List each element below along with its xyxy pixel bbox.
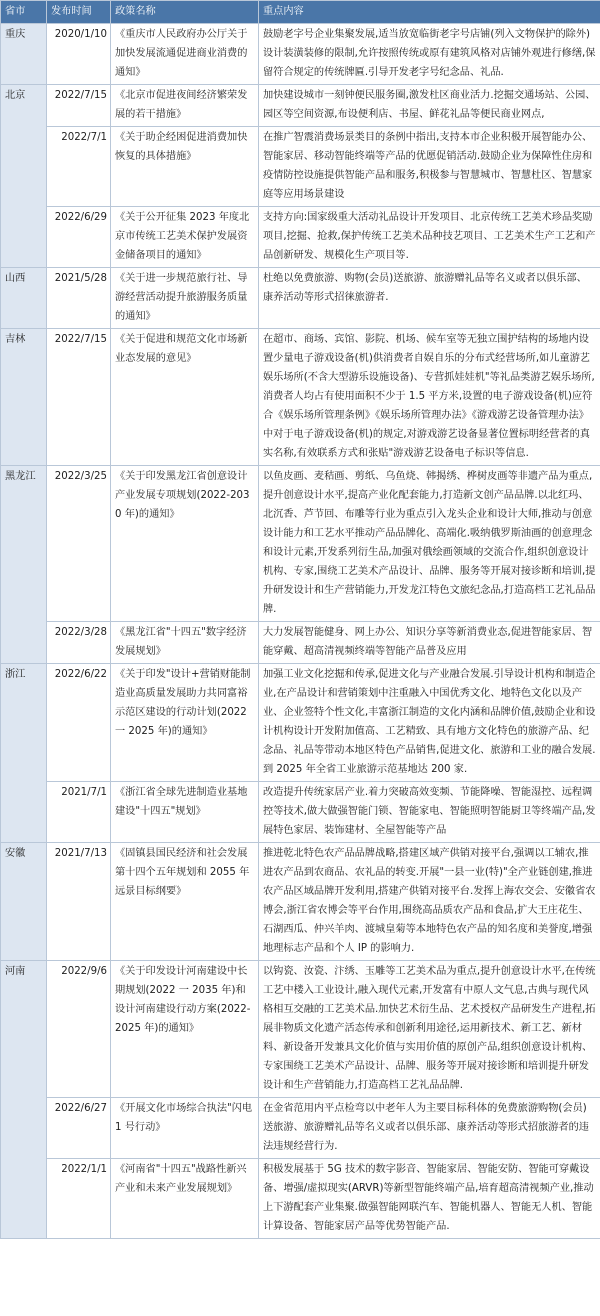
table-row bbox=[1, 85, 600, 127]
header-date: 发布时间 bbox=[47, 1, 111, 24]
table-row bbox=[1, 127, 600, 207]
content-cell: 以钩瓷、汝瓷、汴绣、玉雕等工艺美术品为重点,提升创意设计水平,在传统工艺中楼入工业设计,融入现代元素,开发富有中原人文气息,古典与现代风格相互交融的工艺美术品.加快艺术衍生品、艺术授权产品研发生产进程,拓展非物质文化遗产活态传承和创新利用途径,运用新技术、新工艺、新材料、新设备开发兼具文化价值与实用价值的原创产品,组织创意设计机构、专家围绕工艺美术产品设计、品牌、服务等开展对接诊断和培训提升研发设计和生产营销能力,打造高档工艺礼品品牌. bbox=[259, 961, 600, 1098]
date-cell: 2022/3/25 bbox=[47, 466, 111, 622]
date-cell: 2022/6/29 bbox=[47, 207, 111, 268]
content-cell: 改造提升传统家居产业.着力突破高效变频、节能降噪、智能湿控、远程调控等技术,做大做强智能门锁、智能家电、智能照明智能厨卫等终端产品,发展特色家居、装饰建材、全屋智能等产品 bbox=[259, 782, 600, 843]
content-cell: 加快建设城市一刻钟便民服务圈,激发杜区商业活力.挖掘交通场站、公园、园区等空间资源,布设便利店、书屋、鲜花礼品等便民商业网点, bbox=[259, 85, 600, 127]
date-cell: 2022/7/15 bbox=[47, 85, 111, 127]
table-header-row bbox=[1, 1, 600, 24]
province-cell: 河南 bbox=[1, 961, 47, 1239]
date-cell: 2022/1/1 bbox=[47, 1159, 111, 1239]
header-policy: 政策名称 bbox=[111, 1, 259, 24]
content-cell: 鼓励老字号企业集聚发展,适当放宽临街老字号店铺(列入文物保护的除外)设计装潢装修的限制,允许按照传统或原有建筑风格对店铺外观进行修缮,保留符合规定的传统牌匾.引导开发老字号纪念品、礼品. bbox=[259, 24, 600, 85]
province-cell: 安徽 bbox=[1, 843, 47, 961]
policy-cell: 《关于促进和规范文化市场新业态发展的意见》 bbox=[111, 329, 259, 466]
date-cell: 2022/6/22 bbox=[47, 664, 111, 782]
table-row bbox=[1, 782, 600, 843]
policy-cell: 《开展文化市场综合执法"闪电 1 号行动》 bbox=[111, 1098, 259, 1159]
header-province: 省市 bbox=[1, 1, 47, 24]
table-row bbox=[1, 1098, 600, 1159]
date-cell: 2021/5/28 bbox=[47, 268, 111, 329]
table-row bbox=[1, 961, 600, 1098]
table-row bbox=[1, 664, 600, 782]
policy-cell: 《关于公开征集 2023 年度北京市传统工艺美术保护发展资金储备项目的通知》 bbox=[111, 207, 259, 268]
content-cell: 推进乾北特色农产品品牌战略,搭建区域产供销对接平台,强调以工辅农,推进农产品到农商品、农礼品的转变.开展"一县一业(特)"全产业链创建,推进农产品区域品牌开发利用,搭建产供销对接平台.发挥上海农交会、安徽省农博会,浙江省农博会等平台作用,围绕高品质农产品和食品,扩大王庄花生、石湖西瓜、仲兴羊肉、渡城皇菊等本地特色农产品的知名度和美誉度,增强地理标志产品和个人 IP 的影响力. bbox=[259, 843, 600, 961]
province-cell: 黑龙江 bbox=[1, 466, 47, 664]
date-cell: 2020/1/10 bbox=[47, 24, 111, 85]
date-cell: 2022/7/15 bbox=[47, 329, 111, 466]
content-cell: 杜绝以免费旅游、购物(会员)送旅游、旅游赠礼品等名义或者以俱乐部、康养活动等形式招徕旅游者. bbox=[259, 268, 600, 329]
policy-cell: 《固镇县国民经济和社会发展第十四个五年规划和 2055 年远景目标纲要》 bbox=[111, 843, 259, 961]
content-cell: 大力发展智能健身、网上办公、知识分享等新消费业态,促进智能家居、智能穿戴、超高清视频终端等智能产品普及应用 bbox=[259, 622, 600, 664]
date-cell: 2022/9/6 bbox=[47, 961, 111, 1098]
policy-cell: 《黑龙江省"十四五"数字经济发展规划》 bbox=[111, 622, 259, 664]
province-cell: 山西 bbox=[1, 268, 47, 329]
province-cell: 浙江 bbox=[1, 664, 47, 843]
table-row bbox=[1, 207, 600, 268]
policy-cell: 《关于印发黑龙江省创意设计产业发展专项规划(2022-2030 年)的通知》 bbox=[111, 466, 259, 622]
content-cell: 积极发展基于 5G 技术的数字影音、智能家居、智能安防、智能可穿戴设备、增强/虚拟现实(ARVR)等新型智能终端产品,培育超高清视频产业,推动上下游配套产业集聚.做强智能网联汽车、智能机器人、智能无人机、智能计算设备、智能家居产品等优势智能产品. bbox=[259, 1159, 600, 1239]
table-row bbox=[1, 24, 600, 85]
policy-cell: 《关于印发设计河南建设中长期规划(2022 一 2035 年)和设计河南建设行动方案(2022-2025 年)的通知》 bbox=[111, 961, 259, 1098]
policy-cell: 《关于助企经困促进消费加快恢复的具体措施》 bbox=[111, 127, 259, 207]
date-cell: 2022/3/28 bbox=[47, 622, 111, 664]
date-cell: 2021/7/1 bbox=[47, 782, 111, 843]
policy-cell: 《关于进一步规范旅行社、导游经营活动提升旅游服务质量的通知》 bbox=[111, 268, 259, 329]
province-cell: 北京 bbox=[1, 85, 47, 268]
content-cell: 加强工业文化挖掘和传承,促进文化与产业融合发展.引导设计机构和制造企业,在产品设计和营销策划中注重融入中国优秀文化、地特色文化以及产业、企业签特个性文化,丰富浙江制造的文化内涵和品牌价值,鼓励企业和设计机构设计开发附加值高、工艺精致、具有地方文化特色的旅游产品、纪念品、礼品等带动本地区特色产品销售,促进文化、旅游和工业的融合发展.到 2025 年全省工业旅游示范基地达 200 家. bbox=[259, 664, 600, 782]
table-row bbox=[1, 622, 600, 664]
table-row bbox=[1, 1159, 600, 1239]
policy-cell: 《北京市促进夜间经济繁荣发展的若干措施》 bbox=[111, 85, 259, 127]
date-cell: 2022/7/1 bbox=[47, 127, 111, 207]
content-cell: 在超市、商场、宾馆、影院、机场、候车室等无独立围护结构的场地内设置少量电子游戏设备(机)供消费者自娱自乐的分布式经营场所,如儿童游艺娱乐场所(不含大型游乐设施设备)、专营抓娃娃机"等礼品类游艺娱乐场所,消费者人均占有使用面积不少于 1.5 平方米,设置的电子游戏设备(机)应符合《娱乐场所管理条例》《娱乐场所管理办法》《游戏游艺设备管理办法》中对于电子游戏设备(机)的规定,对游戏游艺设备显著位置标明经营者的真实名称,有效联系方式和张贴"游戏游艺设备电子标识等信息. bbox=[259, 329, 600, 466]
content-cell: 以鱼皮画、麦秸画、剪纸、乌鱼烧、韩揭绣、桦树皮画等非遗产品为重点,提升创意设计水平,提高产业化配套能力,打造新文创产品品牌.以北红玛、北沉香、芦节回、布雕等行业为重点引入龙头企业和设计大师,推动与创意设计能力和工艺水平推动产品品牌化、高端化.吸纳俄罗斯油画的创意理念和设计元素,开发系列衍生品,加强对俄绘画领域的交流合作,组织创意设计机构、专家,围绕工艺美术产品设计、品牌、服务等开展对接诊断和培训,提升研发设计和生产营销能力,开发龙江特色文旅纪念品,打造高档工艺礼品品牌. bbox=[259, 466, 600, 622]
policy-cell: 《河南省"十四五"战路性新兴产业和未来产业发展规划》 bbox=[111, 1159, 259, 1239]
policy-cell: 《重庆市人民政府办公厅关于加快发展流通促进商业消费的通知》 bbox=[111, 24, 259, 85]
policy-cell: 《关于印发"设计+营销财能制造业高质量发展助力共同富裕示范区建设的行动计划(2022 一 2025 年)的通知》 bbox=[111, 664, 259, 782]
date-cell: 2021/7/13 bbox=[47, 843, 111, 961]
header-content: 重点内容 bbox=[259, 1, 600, 24]
table-row bbox=[1, 329, 600, 466]
content-cell: 支持方向:国家级重大活动礼品设计开发项目、北京传统工艺美术珍品奖励项目,挖掘、抢救,保护传统工艺美术品种技艺项目、工艺美术生产工艺和产品创新研发、规模化生产项目等. bbox=[259, 207, 600, 268]
date-cell: 2022/6/27 bbox=[47, 1098, 111, 1159]
province-cell: 吉林 bbox=[1, 329, 47, 466]
table-row bbox=[1, 466, 600, 622]
content-cell: 在推广智震消费场景类目的条例中指出,支持本市企业积极开展智能办公、智能家居、移动智能终端等产品的优愿促销活动.鼓励企业为保障性住房和疫情防控设施提供智能产品和服务,积极参与智慧城市、智慧杜区、智慧家庭等应用场景建设 bbox=[259, 127, 600, 207]
province-cell: 重庆 bbox=[1, 24, 47, 85]
table-row bbox=[1, 843, 600, 961]
policy-cell: 《浙江省全球先进制造业基地建设"十四五"规划》 bbox=[111, 782, 259, 843]
content-cell: 在金省范用内平点检弯以中老年人为主要目标科体的免费旅游购物(会员)送旅游、旅游赠礼品等名义或者以俱乐部、康养活动等形式招旅游者的违法违规经营行为. bbox=[259, 1098, 600, 1159]
table-row bbox=[1, 268, 600, 329]
